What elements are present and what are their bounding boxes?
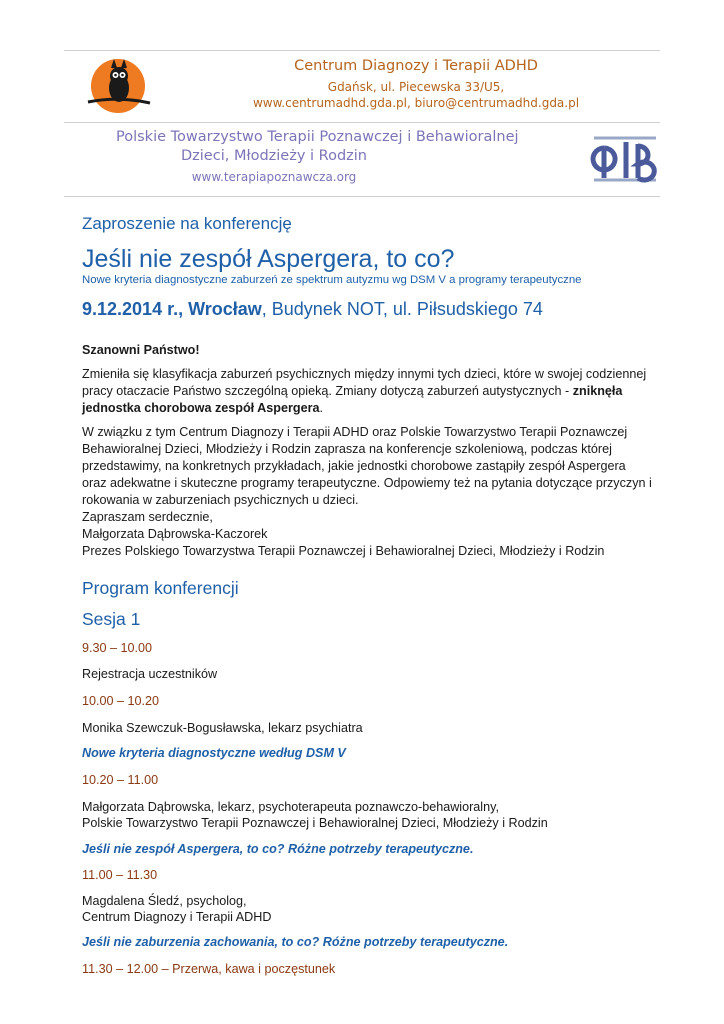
talk-3: Jeśli nie zaburzenia zachowania, to co? Różne potrzeby terapeutyczne. bbox=[82, 935, 509, 949]
letter-paragraph-1 bbox=[82, 366, 652, 417]
p1-end: . bbox=[319, 401, 323, 415]
venue: , Budynek NOT, ul. Piłsudskiego 74 bbox=[261, 299, 543, 319]
time-slot-2: 10.00 – 10.20 bbox=[82, 694, 160, 708]
invitation-label: Zaproszenie na konferencję bbox=[82, 214, 292, 233]
time-slot-4: 11.00 – 11.30 bbox=[82, 868, 158, 882]
conference-title: Jeśli nie zespół Aspergera, to co? bbox=[82, 245, 455, 273]
date-place bbox=[82, 299, 543, 320]
header-divider bbox=[64, 122, 660, 123]
speaker-2-line-2: Polskie Towarzystwo Terapii Poznawczej i Behawioralnej Dzieci, Młodzieży i Rodzin bbox=[82, 816, 548, 830]
org1-contact[interactable]: www.centrumadhd.gda.pl, biuro@centrumadhd.gda.pl bbox=[252, 96, 580, 110]
letter-paragraph-2: W związku z tym Centrum Diagnozy i Terapii ADHD oraz Polskie Towarzystwo Terapii Poznawczej Behawioralnej Dzieci, Młodzieży i Rodzin zaprasza na konferencje szkoleniową, podczas której przedstawimy, na konkretnych przykładach, jakie jednostki chorobowe zastąpiły zespół Aspergera oraz adekwatne i skuteczne programy terapeutyczne. Odpowiemy też na pytania dotyczące przyczyn i rokowania w zaburzeniach psychicznych u dzieci. bbox=[82, 425, 652, 507]
section-divider bbox=[64, 196, 660, 197]
speaker-3-line-1: Magdalena Śledź, psycholog, bbox=[82, 894, 247, 908]
p1-text: Zmieniła się klasyfikacja zaburzeń psychicznych między innymi tych dzieci, które w swojej codziennej pracy otaczacie Państwo szczególną opieką. Zmiany dotyczą zaburzeń autystycznych - bbox=[82, 367, 647, 398]
header-adhd-center bbox=[64, 52, 660, 120]
org1-address: Gdańsk, ul. Piecewska 33/U5, bbox=[327, 80, 505, 94]
org1-name: Centrum Diagnozy i Terapii ADHD bbox=[294, 58, 538, 74]
p1-bold: zniknęła jednostka chorobowa zespół Aspergera bbox=[82, 384, 623, 415]
speaker-1: Monika Szewczuk-Bogusławska, lekarz psychiatra bbox=[82, 721, 363, 735]
program-heading: Program konferencji bbox=[82, 578, 239, 598]
top-divider bbox=[64, 50, 660, 51]
speaker-2-line-1: Małgorzata Dąbrowska, lekarz, psychoterapeuta poznawczo-behawioralny, bbox=[82, 800, 499, 814]
session-heading: Sesja 1 bbox=[82, 609, 141, 629]
signature: Małgorzata Dąbrowska-Kaczorek bbox=[82, 527, 268, 541]
signature-role: Prezes Polskiego Towarzystwa Terapii Poznawczej i Behawioralnej Dzieci, Młodzieży i Rodzin bbox=[82, 544, 605, 558]
date-city: 9.12.2014 r., Wrocław bbox=[82, 299, 262, 319]
owl-logo-icon bbox=[82, 56, 154, 116]
org2-name-line2: Dzieci, Młodzieży i Rodzin bbox=[181, 148, 367, 164]
time-slot-5-break: 11.30 – 12.00 – Przerwa, kawa i poczęstunek bbox=[82, 962, 336, 976]
talk-2: Jeśli nie zespół Aspergera, to co? Różne potrzeby terapeutyczne. bbox=[82, 842, 474, 856]
letter-closing bbox=[82, 509, 652, 560]
talk-1: Nowe kryteria diagnostyczne według DSM V bbox=[82, 746, 346, 760]
closing-line: Zapraszam serdecznie, bbox=[82, 510, 213, 524]
org2-website[interactable]: www.terapiapoznawcza.org bbox=[191, 170, 357, 184]
time-slot-1: 9.30 – 10.00 bbox=[82, 641, 153, 655]
ptpb-logo-icon bbox=[590, 132, 660, 186]
registration: Rejestracja uczestników bbox=[82, 667, 218, 681]
speaker-3-line-2: Centrum Diagnozy i Terapii ADHD bbox=[82, 910, 272, 924]
header-ptpb bbox=[64, 126, 660, 190]
org2-name-line1: Polskie Towarzystwo Terapii Poznawczej i Behawioralnej bbox=[116, 129, 519, 145]
conference-subtitle: Nowe kryteria diagnostyczne zaburzeń ze spektrum autyzmu wg DSM V a programy terapeutyczne bbox=[82, 274, 582, 286]
greeting: Szanowni Państwo! bbox=[82, 343, 200, 357]
time-slot-3: 10.20 – 11.00 bbox=[82, 773, 159, 787]
